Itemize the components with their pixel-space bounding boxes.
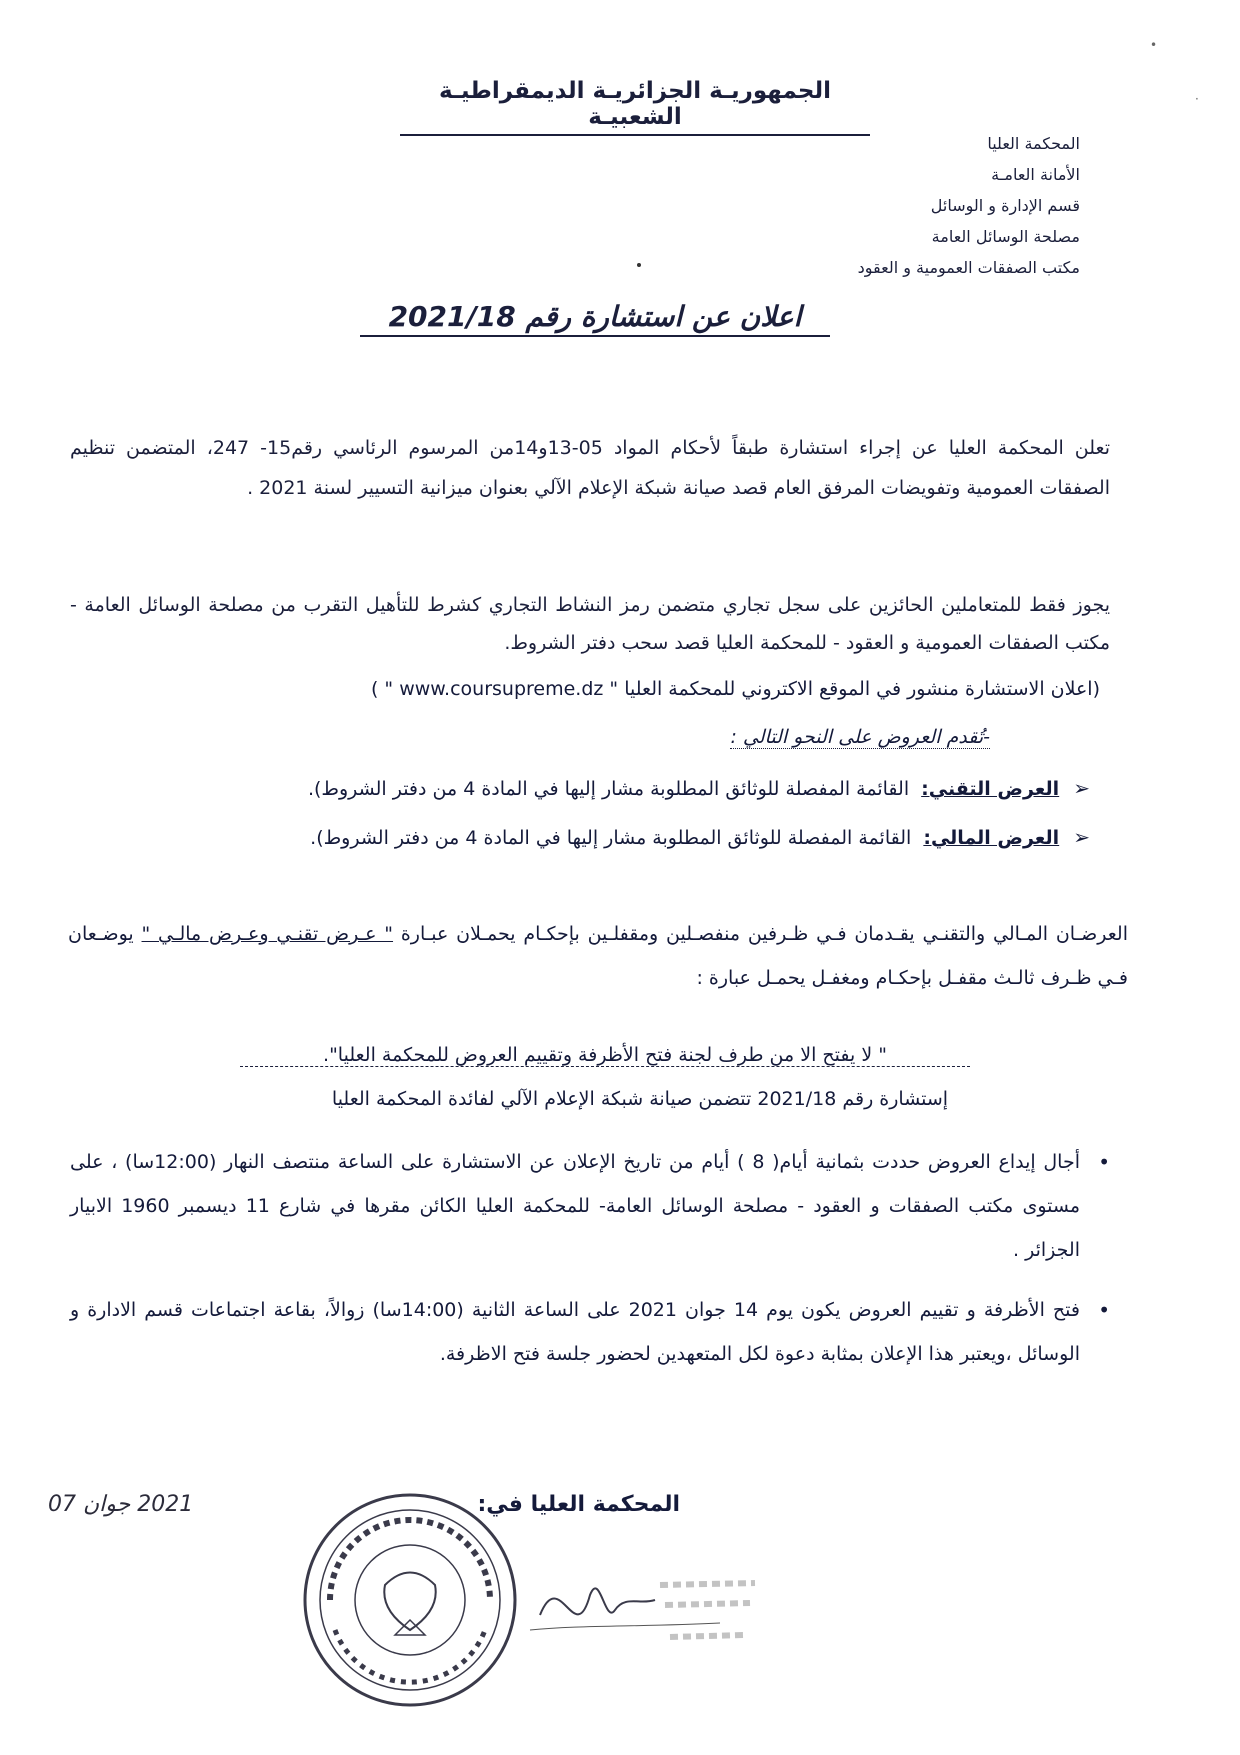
margin-mark: •: [1150, 38, 1158, 52]
organization-block: [680, 128, 1080, 283]
arrow-bullet-icon: ➢: [1073, 776, 1090, 800]
announcement-title: اعلان عن استشارة رقم 2021/18: [360, 300, 830, 337]
bullet-dot-icon: •: [1098, 1298, 1110, 1322]
date-value: 2021 جوان 07: [48, 1492, 194, 1517]
envelope-inscription: " لا يفتح الا من طرف لجنة فتح الأظرفة وتقييم العروض للمحكمة العليا".: [240, 1044, 970, 1067]
website-line: (اعلان الاستشارة منشور في الموقع الاكتروني للمحكمة العليا " www.coursupreme.dz " ): [370, 678, 1100, 700]
org-line: المحكمة العليا: [987, 134, 1080, 153]
list-item: [70, 1288, 1110, 1376]
handwritten-signature: [520, 1555, 770, 1655]
financial-offer-item: [90, 825, 1090, 849]
technical-offer-label: العرض التقني:: [921, 778, 1060, 800]
org-line: مكتب الصفقات العمومية و العقود: [857, 258, 1080, 277]
dot-mark: [637, 263, 641, 267]
offers-intro-text: -تُقدم العروض على النحو التالي :: [730, 726, 990, 748]
consultation-subject: إستشارة رقم 2021/18 تتضمن صيانة شبكة الإعلام الآلي لفائدة المحكمة العليا: [331, 1088, 949, 1110]
technical-offer-item: [90, 776, 1090, 800]
margin-mark: ·: [1195, 92, 1199, 106]
org-line: الأمانة العامـة: [991, 165, 1080, 184]
envelopes-text-b: يوضـعان فـي ظـرف ثالـث مقفـل بإحكـام ومغفـل يحمـل عبارة :: [68, 923, 1128, 989]
org-line: مصلحة الوسائل العامة: [931, 227, 1080, 246]
place-label: المحكمة العليا في:: [477, 1492, 680, 1517]
conditions-list: [70, 1140, 1110, 1392]
envelopes-text-a: العرضـان المـالي والتقنـي يقـدمان فـي ظـرفين منفصـلين ومقفلـين بإحكـام يحمـلان عبـارة: [393, 923, 1128, 945]
financial-offer-text: القائمة المفصلة للوثائق المطلوبة مشار إليها في المادة 4 من دفتر الشروط).: [310, 827, 912, 849]
offers-intro: [490, 726, 990, 748]
financial-offer-label: العرض المالي:: [923, 827, 1060, 849]
technical-offer-text: القائمة المفصلة للوثائق المطلوبة مشار إليها في المادة 4 من دفتر الشروط).: [307, 778, 910, 800]
paragraph-envelopes: [68, 912, 1128, 1000]
envelopes-quote: " عـرض تقنـي وعـرض مالـي ": [141, 923, 394, 945]
paragraph-eligibility: يجوز فقط للمتعاملين الحائزين على سجل تجاري متضمن رمز النشاط التجاري كشرط للتأهيل التقرب من مصلحة الوسائل العامة - مكتب الصفقات العمومية و العقود - للمحكمة العليا قصد سحب دفتر الشروط.: [70, 594, 1110, 654]
republic-header: الجمهوريـة الجزائريـة الديمقراطيـة الشعبيـة: [400, 78, 870, 136]
bullet-dot-icon: •: [1098, 1150, 1110, 1174]
arrow-bullet-icon: ➢: [1073, 825, 1090, 849]
paragraph-intro: تعلن المحكمة العليا عن إجراء استشارة طبقاً لأحكام المواد 05-13و14من المرسوم الرئاسي رقم15- 247، المتضمن تنظيم الصفقات العمومية وتفويضات المرفق العام قصد صيانة شبكة الإعلام الآلي بعنوان ميزانية التسيير لسنة 2021 .: [70, 437, 1110, 499]
list-item: [70, 1140, 1110, 1272]
opening-session-text: فتح الأظرفة و تقييم العروض يكون يوم 14 جوان 2021 على الساعة الثانية (14:00سا) زوالاً، بقاعة اجتماعات قسم الادارة و الوسائل ،ويعتبر هذا الإعلان بمثابة دعوة لكل المتعهدين لحضور جلسة فتح الاظرفة.: [70, 1299, 1080, 1365]
official-seal-stamp: [290, 1480, 530, 1720]
org-line: قسم الإدارة و الوسائل: [930, 196, 1080, 215]
deadline-text: أجال إيداع العروض حددت بثمانية أيام( 8 ) أيام من تاريخ الإعلان عن الاستشارة على الساعة منتصف النهار (12:00سا) ، على مستوى مكتب الصفقات و العقود - مصلحة الوسائل العامة- للمحكمة العليا الكائن مقرها في شارع 11 ديسمبر 1960 الابيار الجزائر .: [70, 1151, 1080, 1261]
